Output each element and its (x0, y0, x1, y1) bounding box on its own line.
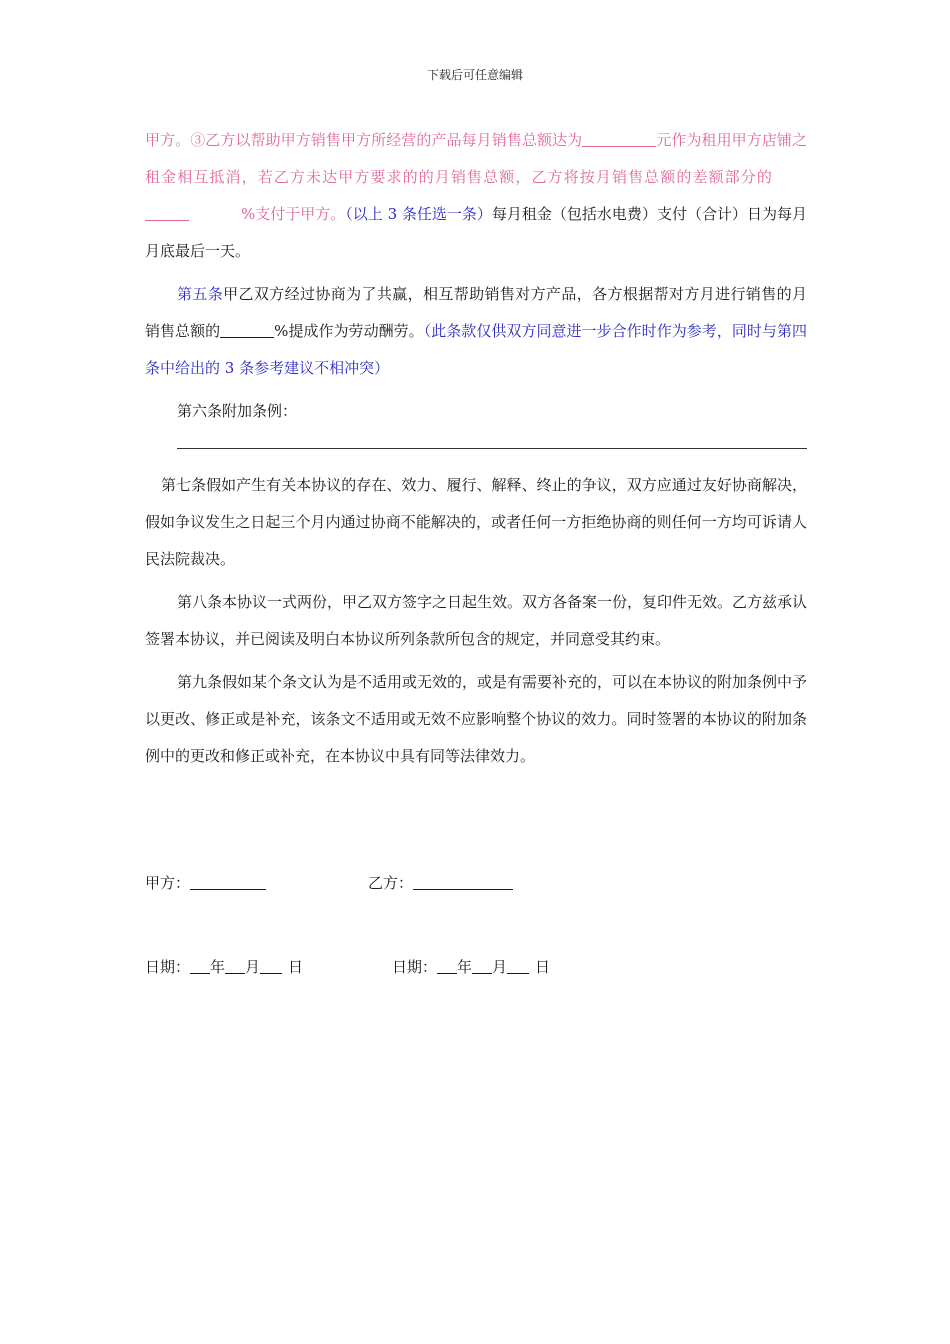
article4-payment-date-text: 每月租金（包括水电费）支付（合计）日为每月月底最后一天。 (145, 205, 807, 260)
article4-option3-text-c: %支付于甲方。 (241, 205, 346, 223)
document-body (145, 122, 807, 775)
party-a-date (145, 956, 303, 977)
party-a-label: 甲方： (145, 874, 191, 892)
amount-blank[interactable] (582, 130, 656, 147)
party-b-day-blank[interactable] (507, 957, 529, 974)
date-label-a: 日期： (145, 958, 191, 976)
article5-label: 第五条 (177, 285, 224, 303)
article5-paragraph (145, 276, 807, 387)
month-label-b: 月 (492, 958, 508, 976)
commission-blank[interactable] (220, 321, 274, 338)
party-a-signature (145, 872, 266, 893)
party-a-year-blank[interactable] (190, 957, 210, 974)
party-a-signature-blank[interactable] (190, 873, 266, 890)
month-label-a: 月 (245, 958, 261, 976)
article8-paragraph: 第八条本协议一式两份，甲乙双方签字之日起生效。双方各备案一份，复印件无效。乙方兹承认签署本协议，并已阅读及明白本协议所列条款所包含的规定，并同意受其约束。 (145, 593, 808, 648)
year-label-b: 年 (457, 958, 473, 976)
party-a-month-blank[interactable] (225, 957, 245, 974)
page-header: 下载后可任意编辑 (426, 68, 523, 82)
party-b-month-blank[interactable] (472, 957, 492, 974)
article5-note: （此条款仅供双方同意进一步合作时作为参考，同时与第四条中给出的 3 条参考建议不相冲突） (145, 322, 807, 377)
party-b-signature-blank[interactable] (413, 873, 513, 890)
year-label-a: 年 (210, 958, 226, 976)
article5-text: 甲乙双方经过协商为了共赢，相互帮助销售对方产品，各方根据帮对方月进行销售的月销售总额的 (145, 285, 807, 340)
party-b-year-blank[interactable] (437, 957, 457, 974)
party-b-label: 乙方： (368, 874, 414, 892)
party-a-day-blank[interactable] (260, 957, 282, 974)
article5-text-b: %提成作为劳动酬劳。 (274, 322, 424, 340)
day-label-a: 日 (288, 958, 304, 976)
article4-option3-text-a: 甲方。③乙方以帮助甲方销售甲方所经营的产品每月销售总额达为 (145, 131, 583, 149)
party-b-signature (368, 872, 513, 893)
article9-paragraph: 第九条假如某个条文认为是不适用或无效的，或是有需要补充的，可以在本协议的附加条例中予以更改、修正或是补充，该条文不适用或无效不应影响整个协议的效力。同时签署的本协议的附加条例中的更改和修正或补充，在本协议中具有同等法律效力。 (145, 673, 808, 765)
article4-tail-paragraph (145, 122, 807, 270)
article4-option3-text-b: 元作为租用甲方店铺之租金相互抵消，若乙方未达甲方要求的的月销售总额，乙方将按月销售总额的差额部分的 (145, 131, 807, 186)
party-b-date (392, 956, 550, 977)
percent-blank[interactable] (145, 204, 189, 221)
date-label-b: 日期： (392, 958, 438, 976)
article6-paragraph: 第六条附加条例： (177, 402, 298, 420)
article7-paragraph: 第七条假如产生有关本协议的存在、效力、履行、解释、终止的争议，双方应通过友好协商解决，假如争议发生之日起三个月内通过协商不能解决的，或者任何一方拒绝协商的则任何一方均可诉请人民法院裁决。 (145, 476, 807, 568)
supplementary-terms-line[interactable] (177, 448, 807, 449)
article4-choice-note: （以上 3 条任选一条） (345, 205, 492, 223)
day-label-b: 日 (535, 958, 551, 976)
